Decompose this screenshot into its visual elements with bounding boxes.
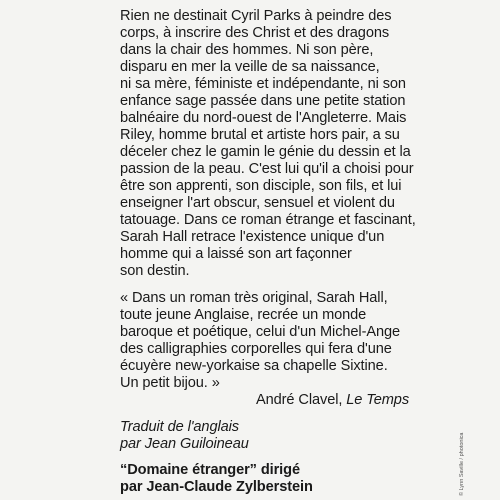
blurb-line: Riley, homme brutal et artiste hors pair, a su [120, 127, 400, 143]
quote-line: toute jeune Anglaise, recrée un monde [120, 307, 367, 323]
quote-attribution [256, 392, 409, 409]
blurb-line: Rien ne destinait Cyril Parks à peindre des [120, 8, 392, 24]
blurb-line: Sarah Hall retrace l'existence unique d'un [120, 229, 385, 245]
blurb-line: ni sa mère, féministe et indépendante, ni son [120, 76, 406, 92]
blurb-line: enseigner l'art obscur, sensuel et violent du [120, 195, 395, 211]
blurb-line: passion de la peau. C'est lui qu'il a choisi pour [120, 161, 414, 177]
series-editor-line: par Jean-Claude Zylberstein [120, 479, 313, 495]
blurb-line: être son apprenti, son disciple, son fils, et lui [120, 178, 402, 194]
blurb-line: déceler chez le gamin le génie du dessin et la [120, 144, 411, 160]
quote-line: baroque et poétique, celui d'un Michel-Ange [120, 324, 401, 340]
blurb-line: dans la chair des hommes. Ni son père, [120, 42, 374, 58]
translator-line: par Jean Guiloineau [120, 436, 249, 452]
blurb-line: balnéaire du nord-ouest de l'Angleterre. Mais [120, 110, 407, 126]
blurb-line: enfance sage passée dans une petite station [120, 93, 406, 109]
blurb-line: disparu en mer la veille de sa naissance, [120, 59, 380, 75]
quote-line: des calligraphies corporelles qui fera d'une [120, 341, 392, 357]
quote-line: « Dans un roman très original, Sarah Hall, [120, 290, 388, 306]
blurb-line: son destin. [120, 263, 190, 279]
photo-credit: © Lynn Saville / photonica [459, 432, 465, 496]
blurb-line: corps, à inscrire des Christ et des dragons [120, 25, 390, 41]
blurb-line: homme qui a laissé son art façonner [120, 246, 352, 262]
quote-line: Un petit bijou. » [120, 375, 220, 391]
quote-source: Le Temps [346, 392, 410, 408]
translation-line: Traduit de l'anglais [120, 419, 239, 435]
quote-author: André Clavel, [256, 392, 347, 408]
quote-line: écuyère new-yorkaise sa chapelle Sixtine. [120, 358, 388, 374]
series-line: “Domaine étranger” dirigé [120, 462, 300, 478]
blurb-line: tatouage. Dans ce roman étrange et fascinant, [120, 212, 416, 228]
